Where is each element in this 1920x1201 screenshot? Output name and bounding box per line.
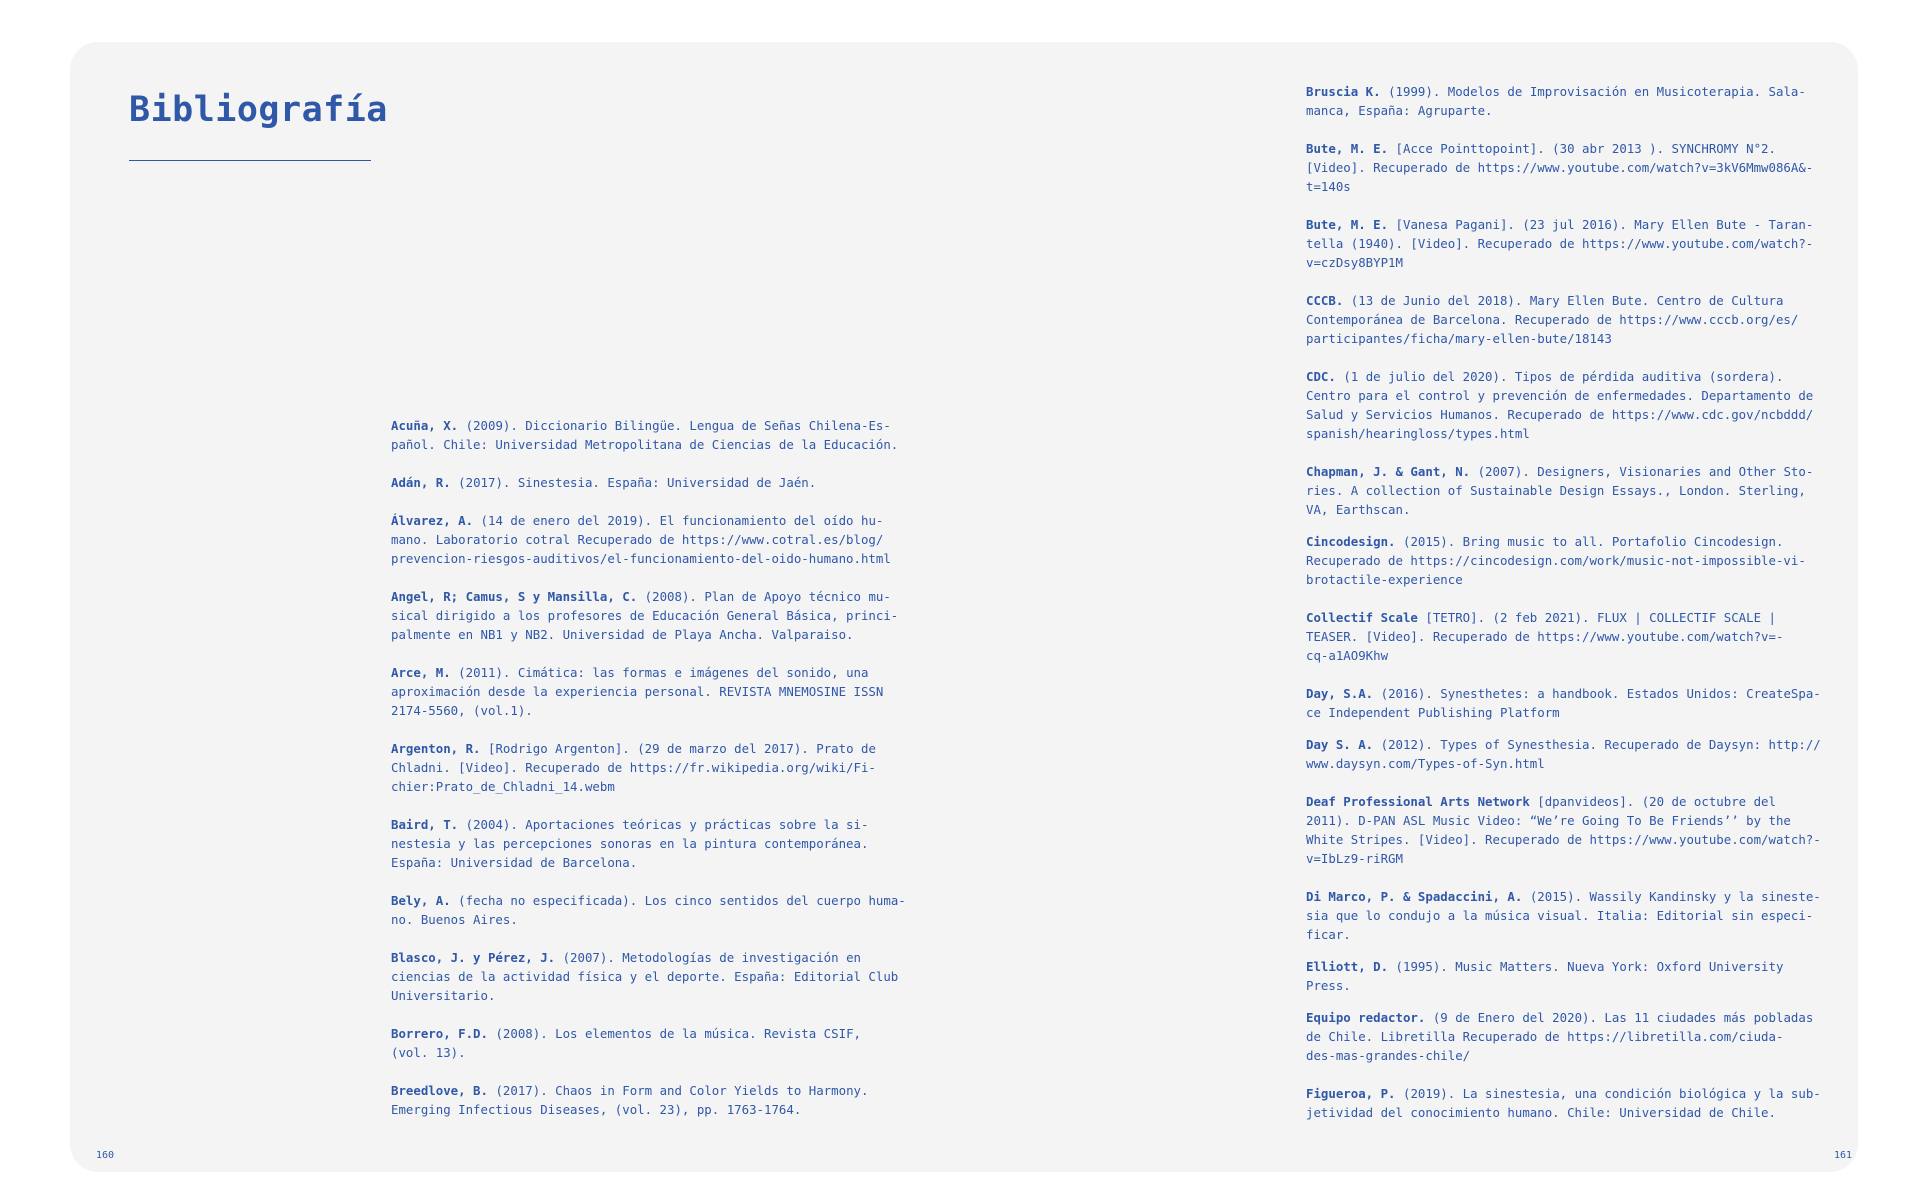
entry-line xyxy=(391,948,911,967)
entry-line xyxy=(1306,139,1826,158)
entry-author: Figueroa, P. xyxy=(1306,1086,1396,1101)
bibliography-entry xyxy=(1306,608,1826,665)
entry-line xyxy=(1306,462,1826,481)
entry-line xyxy=(1306,684,1826,703)
entry-text: v=czDsy8BYP1M xyxy=(1306,255,1403,270)
entry-author: Baird, T. xyxy=(391,817,459,832)
entry-text: España: Universidad de Barcelona. xyxy=(391,855,638,870)
entry-author: Bely, A. xyxy=(391,893,451,908)
entry-line xyxy=(391,473,911,492)
entry-line xyxy=(391,435,911,454)
entry-author: Chapman, J. & Gant, N. xyxy=(1306,464,1471,479)
entry-line xyxy=(1306,551,1826,570)
bibliography-entry xyxy=(391,587,911,644)
entry-text: brotactile-experience xyxy=(1306,572,1463,587)
entry-line xyxy=(1306,158,1826,177)
entry-line xyxy=(391,758,911,777)
entry-line xyxy=(391,416,911,435)
bibliography-entry xyxy=(1306,887,1826,944)
entry-line xyxy=(391,682,911,701)
entry-text: Salud y Servicios Humanos. Recuperado de https://www.cdc.gov/ncbddd/ xyxy=(1306,407,1814,422)
entry-author: Angel, R; Camus, S y Mansilla, C. xyxy=(391,589,638,604)
bibliography-entry xyxy=(391,511,911,568)
entry-line xyxy=(1306,1046,1826,1065)
entry-line xyxy=(1306,177,1826,196)
entry-line xyxy=(1306,570,1826,589)
entry-text: chier:Prato_de_Chladni_14.webm xyxy=(391,779,615,794)
bibliography-entry xyxy=(1306,1084,1826,1122)
entry-text: [Acce Pointtopoint]. (30 abr 2013 ). SYNCHROMY N°2. xyxy=(1395,141,1776,156)
entry-text: participantes/ficha/mary-ellen-bute/18143 xyxy=(1306,331,1612,346)
entry-text: (vol. 13). xyxy=(391,1045,466,1060)
bibliography-entry xyxy=(391,948,911,1005)
entry-text: sia que lo condujo a la música visual. Italia: Editorial sin especi- xyxy=(1306,908,1814,923)
entry-line xyxy=(391,739,911,758)
entry-line xyxy=(1306,500,1826,519)
entry-author: Equipo redactor. xyxy=(1306,1010,1426,1025)
entry-text: [Rodrigo Argenton]. (29 de marzo del 2017). Prato de xyxy=(488,741,876,756)
entry-line xyxy=(1306,532,1826,551)
entry-line xyxy=(1306,82,1826,101)
entry-text: (14 de enero del 2019). El funcionamiento del oído hu- xyxy=(480,513,884,528)
entry-author: CCCB. xyxy=(1306,293,1344,308)
entry-text: TEASER. [Video]. Recuperado de https://www.youtube.com/watch?v=- xyxy=(1306,629,1784,644)
entry-line xyxy=(1306,405,1826,424)
entry-text: (1 de julio del 2020). Tipos de pérdida auditiva (sordera). xyxy=(1343,369,1784,384)
entry-line xyxy=(391,777,911,796)
bibliography-entry xyxy=(391,1081,911,1119)
entry-line xyxy=(391,1024,911,1043)
entry-text: pañol. Chile: Universidad Metropolitana de Ciencias de la Educación. xyxy=(391,437,899,452)
entry-line xyxy=(1306,424,1826,443)
entry-text: (2019). La sinestesia, una condición biológica y la sub- xyxy=(1403,1086,1821,1101)
bibliography-entry xyxy=(1306,684,1826,722)
entry-line xyxy=(1306,976,1826,995)
entry-text: ries. A collection of Sustainable Design Essays., London. Sterling, xyxy=(1306,483,1806,498)
entry-text: (2009). Diccionario Bilingüe. Lengua de Señas Chilena-Es- xyxy=(465,418,891,433)
entry-text: www.daysyn.com/Types-of-Syn.html xyxy=(1306,756,1545,771)
entry-author: Borrero, F.D. xyxy=(391,1026,488,1041)
bibliography-entry xyxy=(1306,139,1826,196)
entry-author: Bruscia K. xyxy=(1306,84,1381,99)
page-title: Bibliografía xyxy=(129,90,388,130)
entry-text: (1995). Music Matters. Nueva York: Oxford University xyxy=(1395,959,1784,974)
entry-text: jetividad del conocimiento humano. Chile: Universidad de Chile. xyxy=(1306,1105,1776,1120)
entry-text: ce Independent Publishing Platform xyxy=(1306,705,1560,720)
entry-author: Deaf Professional Arts Network xyxy=(1306,794,1530,809)
entry-author: Collectif Scale xyxy=(1306,610,1418,625)
entry-text: mano. Laboratorio cotral Recuperado de https://www.cotral.es/blog/ xyxy=(391,532,884,547)
entry-text: des-mas-grandes-chile/ xyxy=(1306,1048,1471,1063)
entry-author: CDC. xyxy=(1306,369,1336,384)
entry-text: palmente en NB1 y NB2. Universidad de Playa Ancha. Valparaiso. xyxy=(391,627,854,642)
entry-author: Blasco, J. y Pérez, J. xyxy=(391,950,556,965)
entry-text: (fecha no especificada). Los cinco sentidos del cuerpo huma- xyxy=(458,893,906,908)
entry-text: (2007). Designers, Visionaries and Other Sto- xyxy=(1477,464,1814,479)
entry-line xyxy=(1306,754,1826,773)
bibliography-entry xyxy=(391,473,911,492)
entry-text: (2004). Aportaciones teóricas y prácticas sobre la si- xyxy=(465,817,869,832)
entry-line xyxy=(1306,215,1826,234)
entry-line xyxy=(1306,608,1826,627)
entry-line xyxy=(391,891,911,910)
entry-text: Centro para el control y prevención de enfermedades. Departamento de xyxy=(1306,388,1814,403)
entry-line xyxy=(1306,234,1826,253)
entry-text: no. Buenos Aires. xyxy=(391,912,518,927)
bibliography-entry xyxy=(391,739,911,796)
bibliography-entry xyxy=(1306,735,1826,773)
entry-line xyxy=(1306,906,1826,925)
entry-text: Emerging Infectious Diseases, (vol. 23), pp. 1763-1764. xyxy=(391,1102,802,1117)
entry-text: 2011). D-PAN ASL Music Video: “We’re Going To Be Friends’’ by the xyxy=(1306,813,1791,828)
entry-line xyxy=(1306,101,1826,120)
entry-line xyxy=(1306,386,1826,405)
entry-line xyxy=(1306,310,1826,329)
entry-text: ciencias de la actividad física y el deporte. España: Editorial Club xyxy=(391,969,899,984)
entry-text: t=140s xyxy=(1306,179,1351,194)
entry-text: (1999). Modelos de Improvisación en Musicoterapia. Sala- xyxy=(1388,84,1806,99)
entry-line xyxy=(1306,1084,1826,1103)
entry-text: (2017). Chaos in Form and Color Yields to Harmony. xyxy=(495,1083,869,1098)
entry-text: 2174-5560, (vol.1). xyxy=(391,703,533,718)
entry-text: VA, Earthscan. xyxy=(1306,502,1411,517)
entry-line xyxy=(391,910,911,929)
entry-line xyxy=(1306,481,1826,500)
entry-text: (2012). Types of Synesthesia. Recuperado de Daysyn: http:// xyxy=(1380,737,1821,752)
entry-text: tella (1940). [Video]. Recuperado de https://www.youtube.com/watch?- xyxy=(1306,236,1814,251)
bibliography-entry xyxy=(391,891,911,929)
entry-text: (9 de Enero del 2020). Las 11 ciudades más pobladas xyxy=(1432,1010,1814,1025)
entry-author: Day S. A. xyxy=(1306,737,1374,752)
entry-text: Press. xyxy=(1306,978,1351,993)
entry-text: Recuperado de https://cincodesign.com/work/music-not-impossible-vi- xyxy=(1306,553,1806,568)
entry-line xyxy=(391,815,911,834)
entry-text: White Stripes. [Video]. Recuperado de https://www.youtube.com/watch?- xyxy=(1306,832,1821,847)
bibliography-column-right xyxy=(1306,82,1826,1141)
entry-line xyxy=(391,986,911,1005)
entry-text: [Vanesa Pagani]. (23 jul 2016). Mary Ellen Bute - Taran- xyxy=(1395,217,1814,232)
entry-line xyxy=(1306,253,1826,272)
entry-line xyxy=(391,549,911,568)
entry-line xyxy=(1306,329,1826,348)
entry-author: Álvarez, A. xyxy=(391,513,474,528)
entry-line xyxy=(391,1100,911,1119)
entry-line xyxy=(391,834,911,853)
entry-line xyxy=(1306,957,1826,976)
entry-line xyxy=(391,701,911,720)
entry-line xyxy=(1306,627,1826,646)
entry-text: (2008). Los elementos de la música. Revista CSIF, xyxy=(495,1026,861,1041)
entry-text: Universitario. xyxy=(391,988,496,1003)
entry-author: Bute, M. E. xyxy=(1306,141,1389,156)
bibliography-entry xyxy=(391,815,911,872)
entry-text: (2008). Plan de Apoyo técnico mu- xyxy=(644,589,891,604)
entry-text: (2015). Bring music to all. Portafolio Cincodesign. xyxy=(1403,534,1784,549)
entry-text: spanish/hearingloss/types.html xyxy=(1306,426,1530,441)
entry-text: (2015). Wassily Kandinsky y la sineste- xyxy=(1529,889,1821,904)
entry-line xyxy=(1306,1008,1826,1027)
bibliography-entry xyxy=(1306,792,1826,868)
entry-line xyxy=(391,625,911,644)
entry-text: [Video]. Recuperado de https://www.youtube.com/watch?v=3kV6Mmw086A&- xyxy=(1306,160,1814,175)
entry-text: (2016). Synesthetes: a handbook. Estados Unidos: CreateSpa- xyxy=(1380,686,1821,701)
bibliography-entry xyxy=(1306,462,1826,519)
entry-author: Cincodesign. xyxy=(1306,534,1396,549)
bibliography-entry xyxy=(1306,367,1826,443)
entry-line xyxy=(391,606,911,625)
entry-author: Acuña, X. xyxy=(391,418,459,433)
entry-line xyxy=(1306,811,1826,830)
entry-text: [dpanvideos]. (20 de octubre del xyxy=(1537,794,1776,809)
entry-text: Chladni. [Video]. Recuperado de https://fr.wikipedia.org/wiki/Fi- xyxy=(391,760,876,775)
entry-line xyxy=(1306,887,1826,906)
entry-text: sical dirigido a los profesores de Educación General Básica, princi- xyxy=(391,608,899,623)
entry-line xyxy=(1306,830,1826,849)
entry-author: Bute, M. E. xyxy=(1306,217,1389,232)
entry-line xyxy=(1306,792,1826,811)
bibliography-entry xyxy=(391,416,911,454)
entry-line xyxy=(391,530,911,549)
bibliography-entry xyxy=(1306,532,1826,589)
entry-line xyxy=(391,587,911,606)
bibliography-entry xyxy=(1306,291,1826,348)
entry-text: v=IbLz9-riRGM xyxy=(1306,851,1403,866)
entry-text: (2017). Sinestesia. España: Universidad de Jaén. xyxy=(458,475,817,490)
entry-line xyxy=(391,967,911,986)
entry-author: Day, S.A. xyxy=(1306,686,1374,701)
bibliography-entry xyxy=(1306,957,1826,995)
entry-text: manca, España: Agruparte. xyxy=(1306,103,1493,118)
entry-line xyxy=(1306,367,1826,386)
entry-line xyxy=(1306,646,1826,665)
entry-text: aproximación desde la experiencia personal. REVISTA MNEMOSINE ISSN xyxy=(391,684,884,699)
entry-text: prevencion-riesgos-auditivos/el-funcionamiento-del-oido-humano.html xyxy=(391,551,891,566)
bibliography-entry xyxy=(391,663,911,720)
entry-text: nestesia y las percepciones sonoras en la pintura contemporánea. xyxy=(391,836,869,851)
entry-line xyxy=(1306,1027,1826,1046)
entry-line xyxy=(1306,735,1826,754)
entry-text: cq-a1AO9Khw xyxy=(1306,648,1389,663)
entry-text: [TETRO]. (2 feb 2021). FLUX | COLLECTIF SCALE | xyxy=(1425,610,1776,625)
entry-text: Contemporánea de Barcelona. Recuperado de https://www.cccb.org/es/ xyxy=(1306,312,1799,327)
entry-line xyxy=(391,1043,911,1062)
entry-text: (2007). Metodologías de investigación en xyxy=(562,950,861,965)
entry-text: ficar. xyxy=(1306,927,1351,942)
entry-author: Adán, R. xyxy=(391,475,451,490)
entry-author: Argenton, R. xyxy=(391,741,481,756)
bibliography-entry xyxy=(1306,82,1826,120)
entry-line xyxy=(391,511,911,530)
bibliography-column-left xyxy=(391,416,911,1138)
entry-line xyxy=(1306,291,1826,310)
entry-line xyxy=(1306,849,1826,868)
entry-author: Breedlove, B. xyxy=(391,1083,488,1098)
entry-line xyxy=(391,1081,911,1100)
entry-author: Arce, M. xyxy=(391,665,451,680)
page-number-right: 161 xyxy=(1834,1150,1853,1161)
title-underline xyxy=(129,160,371,161)
bibliography-entry xyxy=(391,1024,911,1062)
entry-line xyxy=(1306,925,1826,944)
entry-text: de Chile. Libretilla Recuperado de https://libretilla.com/ciuda- xyxy=(1306,1029,1784,1044)
entry-line xyxy=(391,853,911,872)
entry-line xyxy=(1306,703,1826,722)
entry-author: Di Marco, P. & Spadaccini, A. xyxy=(1306,889,1523,904)
entry-text: (13 de Junio del 2018). Mary Ellen Bute. Centro de Cultura xyxy=(1350,293,1784,308)
entry-text: (2011). Cimática: las formas e imágenes del sonido, una xyxy=(458,665,869,680)
entry-author: Elliott, D. xyxy=(1306,959,1389,974)
page-number-left: 160 xyxy=(96,1150,115,1161)
bibliography-entry xyxy=(1306,1008,1826,1065)
entry-line xyxy=(1306,1103,1826,1122)
entry-line xyxy=(391,663,911,682)
bibliography-entry xyxy=(1306,215,1826,272)
